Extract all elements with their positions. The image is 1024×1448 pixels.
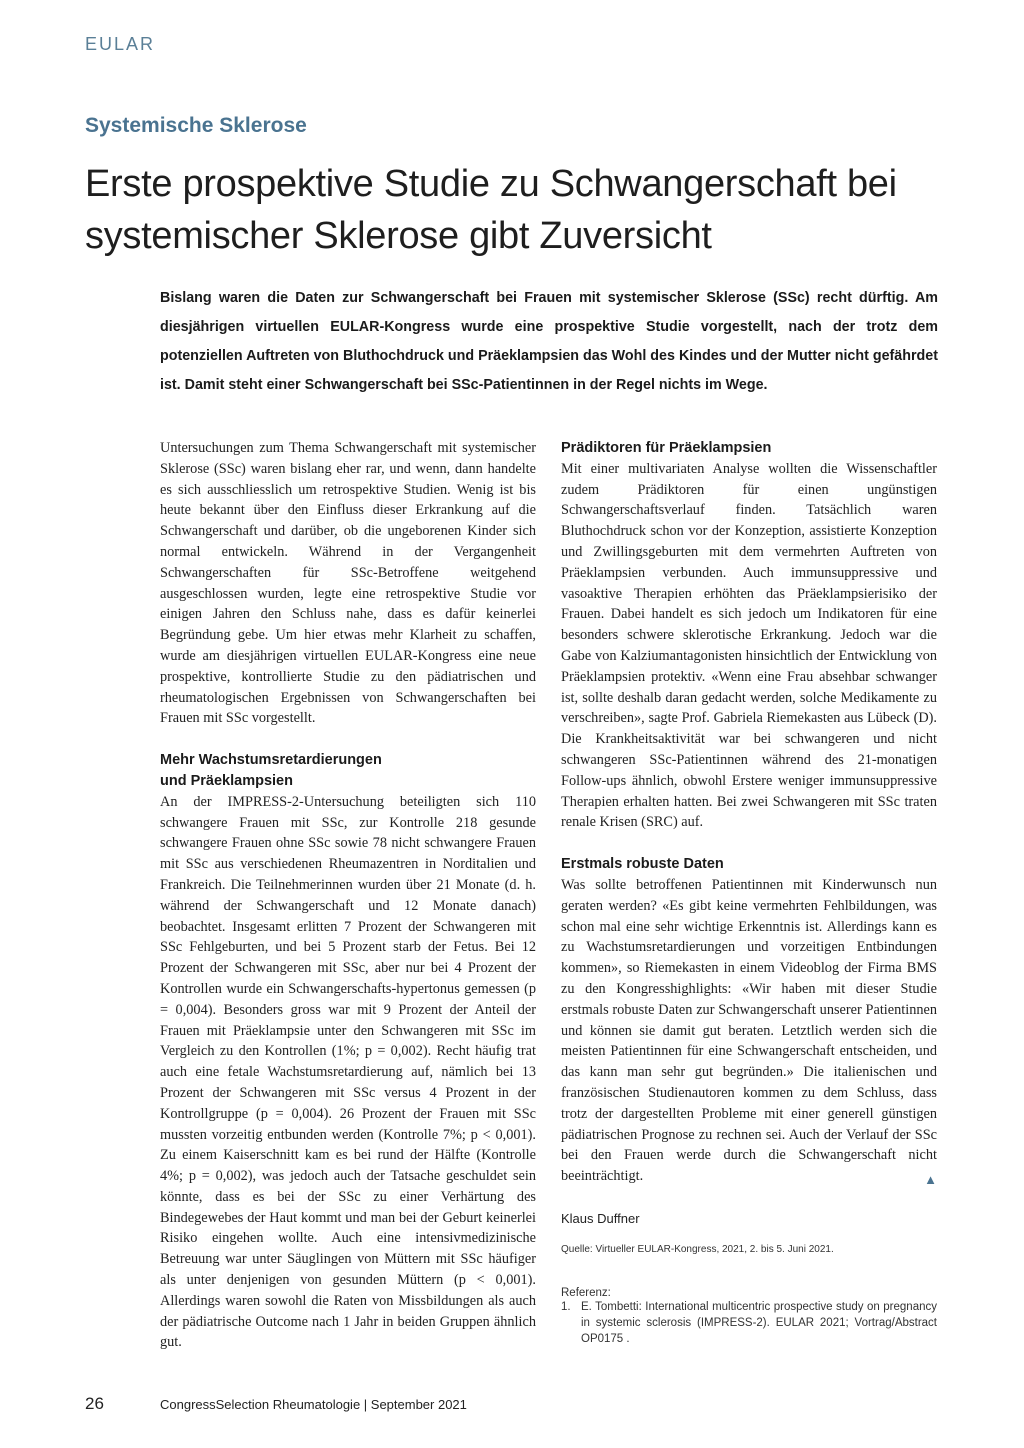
reference-label: Referenz: bbox=[561, 1286, 611, 1299]
publication-name: CongressSelection Rheumatologie | September 2021 bbox=[160, 1397, 467, 1412]
reference-item bbox=[561, 1299, 937, 1347]
article-title: Erste prospektive Studie zu Schwangerschaft bei systemischer Sklerose gibt Zuversicht bbox=[85, 163, 897, 257]
end-triangle-icon: ▲ bbox=[924, 1172, 937, 1188]
section2-paragraph: Mit einer multivariaten Analyse wollten die Wissenschaftler zudem Prädiktoren für einen ungünstigen Schwangerschaftsverlauf finden. Tatsächlich waren Bluthochdruck schon vor der Konzeption, assistierte Konzeption und Zwillingsgeburten mit dem vermehrten Auftreten von Präeklampsien verbunden. Auch immunsuppressive und vasoaktive Therapien erhöhten das Präeklampsierisiko der Frauen. Dabei handelt es sich jedoch um Indikatoren für eine besonders schwere sklerotische Erkrankung. Jedoch war die Gabe von Kalziumantagonisten hinsichtlich der Entwicklung von Präeklampsien protektiv. «Wenn eine Frau absehbar schwanger ist, sollte deshalb daran gedacht werden, solche Medikamente zu verschreiben», sagte Prof. Gabriela Riemekasten aus Lübeck (D). Die Krankheitsaktivität war bei schwangeren und nicht schwangeren SSc-Patientinnen während des 21-monatigen Follow-ups ähnlich, obwohl Erstere weniger immunsuppressive Therapien erhalten hatten. Bei zwei Schwangeren mit SSc traten renale Krisen (SRC) auf. bbox=[561, 460, 937, 831]
section2-heading: Prädiktoren für Präeklampsien bbox=[561, 440, 772, 456]
section1-heading-line2: und Präeklampsien bbox=[160, 772, 293, 789]
article-category: Systemische Sklerose bbox=[85, 114, 307, 137]
section1-heading-line1: Mehr Wachstumsretardierungen bbox=[160, 752, 382, 769]
header-label: EULAR bbox=[85, 34, 156, 54]
section3-text: Was sollte betroffenen Patientinnen mit Kinderwunsch nun geraten werden? «Es gibt keine vermehrten Fehlbildungen, was schon mal eine sehr wichtige Erkenntnis ist. Allerdings kann es zu Wachstumsretardierungen und vorzeitigen Entbindungen kommen», so Riemekasten in einem Videoblog der Firma BMS zu den Kongresshighlights: «Wir haben mit dieser Studie erstmals robuste Daten zur Schwangerschaft unserer Patientinnen und können sie damit gut beraten. Letztlich werden sich die meisten Patientinnen für eine Schwangerschaft entscheiden, und das kann man sehr gut begründen.» Die italienischen und französischen Studienautoren kommen zu dem Schluss, dass trotz der dargestellten Probleme mit einer generell günstigen pädiatrischen Prognose zu rechnen sei. Auch der Verlauf der SSc bei den Frauen werde durch die Schwangerschaft nicht beeinträchtigt. bbox=[561, 876, 937, 1185]
author: Klaus Duffner bbox=[561, 1210, 640, 1226]
left-column bbox=[160, 438, 536, 1353]
section1-paragraph: An der IMPRESS-2-Untersuchung beteiligten sich 110 schwangere Frauen mit SSc, zur Kontrolle 218 gesunde schwangere Frauen ohne SSc sowie 78 nicht schwangere Frauen mit SSc aus verschiedenen Rheumazentren in Norditalien und Frankreich. Die Teilnehmerinnen wurden über 21 Monate (d. h. während der Schwangerschaft und 12 Monate danach) beobachtet. Insgesamt erlitten 7 Prozent der Schwangeren mit SSc Fehlgeburten, und bei 5 Prozent starb der Fetus. Bei 12 Prozent der Schwangeren mit SSc, aber nur bei 4 Prozent der Kontrollen wurde ein Schwangerschafts-hypertonus gemessen (p = 0,004). Besonders gross war mit 9 Prozent der Anteil der Frauen mit Präeklampsie unter den Schwangeren mit SSc im Vergleich zu den Kontrollen (1%; p = 0,002). Recht häufig trat auch eine fetale Wachstumsretardierung auf, nämlich bei 13 Prozent der Schwangeren mit SSc versus 4 Prozent in der Kontrollgruppe (p = 0,004). 26 Prozent der Frauen mit SSc mussten vorzeitig entbunden werden (Kontrolle 7%; p < 0,001). Zu einem Kaiserschnitt kam es bei rund der Hälfte (Kontrolle 4%; p = 0,002), was jedoch auch der Tatsache geschuldet sein könnte, dass es bei der SSc zu einer Verhärtung des Bindegewebes der Haut kommt und man bei der Geburt keinerlei Risiko eingehen wollte. Auch eine intensivmedizinische Betreuung war unter Säuglingen von Müttern mit SSc häufiger als unter denjenigen von gesunden Müttern (p < 0,001). Allerdings waren sowohl die Raten von Missbildungen als auch der pädiatrische Outcome nach 1 Jahr in beiden Gruppen ähnlich gut. bbox=[160, 793, 536, 1351]
reference-number: 1. bbox=[561, 1300, 571, 1313]
article-lead: Bislang waren die Daten zur Schwangerschaft bei Frauen mit systemischer Sklerose (SSc) recht dürftig. Am diesjährigen virtuellen EULAR-Kongress wurde eine prospektive Studie vorgestellt, nach der trotz dem potenziellen Auftreten von Bluthochdruck und Präeklampsien das Wohl des Kindes und der Mutter nicht gefährdet ist. Damit steht einer Schwangerschaft bei SSc-Patientinnen in der Regel nichts im Wege. bbox=[160, 290, 938, 393]
source-note: Quelle: Virtueller EULAR-Kongress, 2021, 2. bis 5. Juni 2021. bbox=[561, 1243, 834, 1255]
page-number: 26 bbox=[85, 1394, 104, 1413]
reference-text: E. Tombetti: International multicentric prospective study on pregnancy in systemic sclerosis (IMPRESS-2). EULAR 2021; Vortrag/Abstract OP0175 . bbox=[581, 1300, 937, 1345]
intro-paragraph: Untersuchungen zum Thema Schwangerschaft mit systemischer Sklerose (SSc) waren bislang eher rar, und wenn, dann handelte es sich ausschliesslich um retrospektive Studien. Wenig ist bis heute bekannt über den Einfluss dieser Erkrankung auf die Schwangerschaft und darüber, ob die ungeborenen Kinder sich normal entwickeln. Während in der Vergangenheit Schwangerschaften für SSc-Betroffene weitgehend ausgeschlossen wurden, legte eine retrospektive Studie vor einigen Jahren den Schluss nahe, dass es dafür keinerlei Begründung gebe. Um hier etwas mehr Klarheit zu schaffen, wurde am diesjährigen virtuellen EULAR-Kongress eine neue prospektive, kontrollierte Studie zu den pädiatrischen und rheumatologischen Ergebnissen von Schwangerschaften bei Frauen mit SSc vorgestellt. bbox=[160, 440, 536, 727]
section3-heading: Erstmals robuste Daten bbox=[561, 856, 724, 873]
section3-paragraph bbox=[561, 875, 937, 1187]
right-column bbox=[561, 438, 937, 1347]
